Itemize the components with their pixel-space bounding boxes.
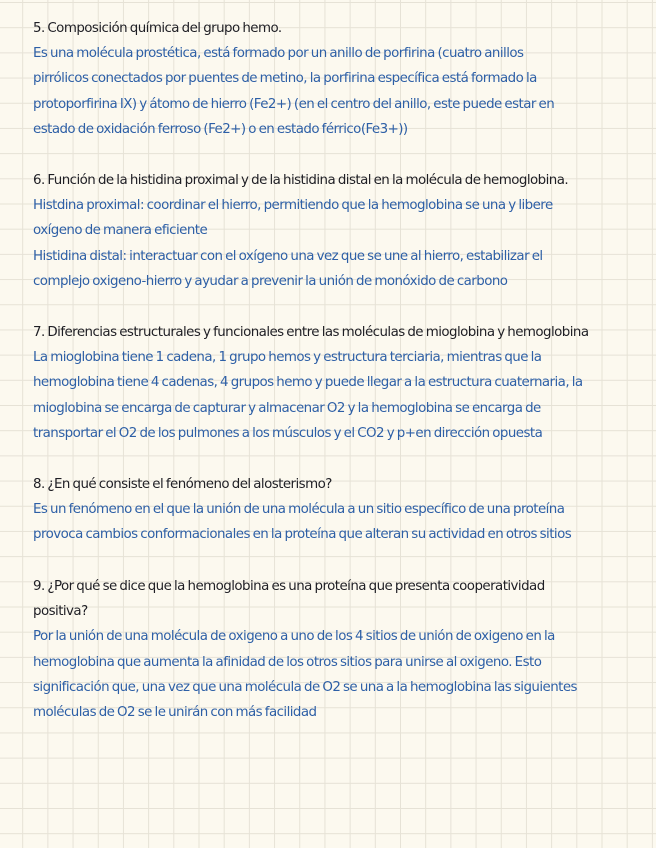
note-section-7 bbox=[33, 320, 633, 446]
question-heading: 7. Diferencias estructurales y funcionales entre las moléculas de mioglobina y hemoglobina bbox=[33, 325, 589, 340]
answer-line: Es una molécula prostética, está formado por un anillo de porfirina (cuatro anillos bbox=[33, 46, 524, 62]
answer-line: complejo oxigeno-hierro y ayudar a prevenir la unión de monóxido de carbono bbox=[33, 273, 508, 289]
question-heading: 5. Composición química del grupo hemo. bbox=[33, 21, 282, 36]
answer-line: estado de oxidación ferroso (Fe2+) o en estado férrico(Fe3+)) bbox=[33, 121, 408, 137]
question-heading: positiva? bbox=[33, 604, 88, 620]
answer-line: La mioglobina tiene 1 cadena, 1 grupo hemos y estructura terciaria, mientras que la bbox=[33, 350, 542, 366]
answer-line: hemoglobina tiene 4 cadenas, 4 grupos hemo y puede llegar a la estructura cuaternaria, la bbox=[33, 375, 583, 391]
note-section-5 bbox=[33, 16, 633, 142]
answer-line: significación que, una vez que una molécula de O2 se una a la hemoglobina las siguientes bbox=[33, 679, 577, 695]
note-section-8 bbox=[33, 472, 633, 548]
answer-line: oxígeno de manera eficiente bbox=[33, 223, 208, 239]
question-heading: 6. Función de la histidina proximal y de la histidina distal en la molécula de hemoglobina. bbox=[33, 173, 569, 188]
question-heading: 8. ¿En qué consiste el fenómeno del alosterismo? bbox=[33, 477, 332, 492]
answer-line: Histidina distal: interactuar con el oxígeno una vez que se une al hierro, estabilizar el bbox=[33, 248, 543, 264]
question-heading: 9. ¿Por qué se dice que la hemoglobina es una proteína que presenta cooperatividad bbox=[33, 579, 545, 594]
answer-line: Por la unión de una molécula de oxigeno a uno de los 4 sitios de unión de oxigeno en la bbox=[33, 629, 555, 645]
note-section-9 bbox=[33, 574, 633, 725]
answer-line: provoca cambios conformacionales en la proteína que alteran su actividad en otros sitios bbox=[33, 527, 572, 543]
answer-line: pirrólicos conectados por puentes de metino, la porfirina específica está formado la bbox=[33, 71, 537, 87]
answer-line: Histdina proximal: coordinar el hierro, permitiendo que la hemoglobina se una y libere bbox=[33, 198, 553, 214]
note-section-6 bbox=[33, 168, 633, 294]
answer-line: protoporfirina IX) y átomo de hierro (Fe2+) (en el centro del anillo, este puede estar en bbox=[33, 96, 555, 112]
answer-line: moléculas de O2 se le unirán con más facilidad bbox=[33, 704, 317, 720]
answer-line: hemoglobina que aumenta la afinidad de los otros sitios para unirse al oxigeno. Esto bbox=[33, 654, 542, 670]
answer-line: transportar el O2 de los pulmones a los músculos y el CO2 y p+en dirección opuesta bbox=[33, 425, 543, 441]
answer-line: mioglobina se encarga de capturar y almacenar O2 y la hemoglobina se encarga de bbox=[33, 400, 541, 416]
answer-line: Es un fenómeno en el que la unión de una molécula a un sitio específico de una proteína bbox=[33, 502, 565, 518]
